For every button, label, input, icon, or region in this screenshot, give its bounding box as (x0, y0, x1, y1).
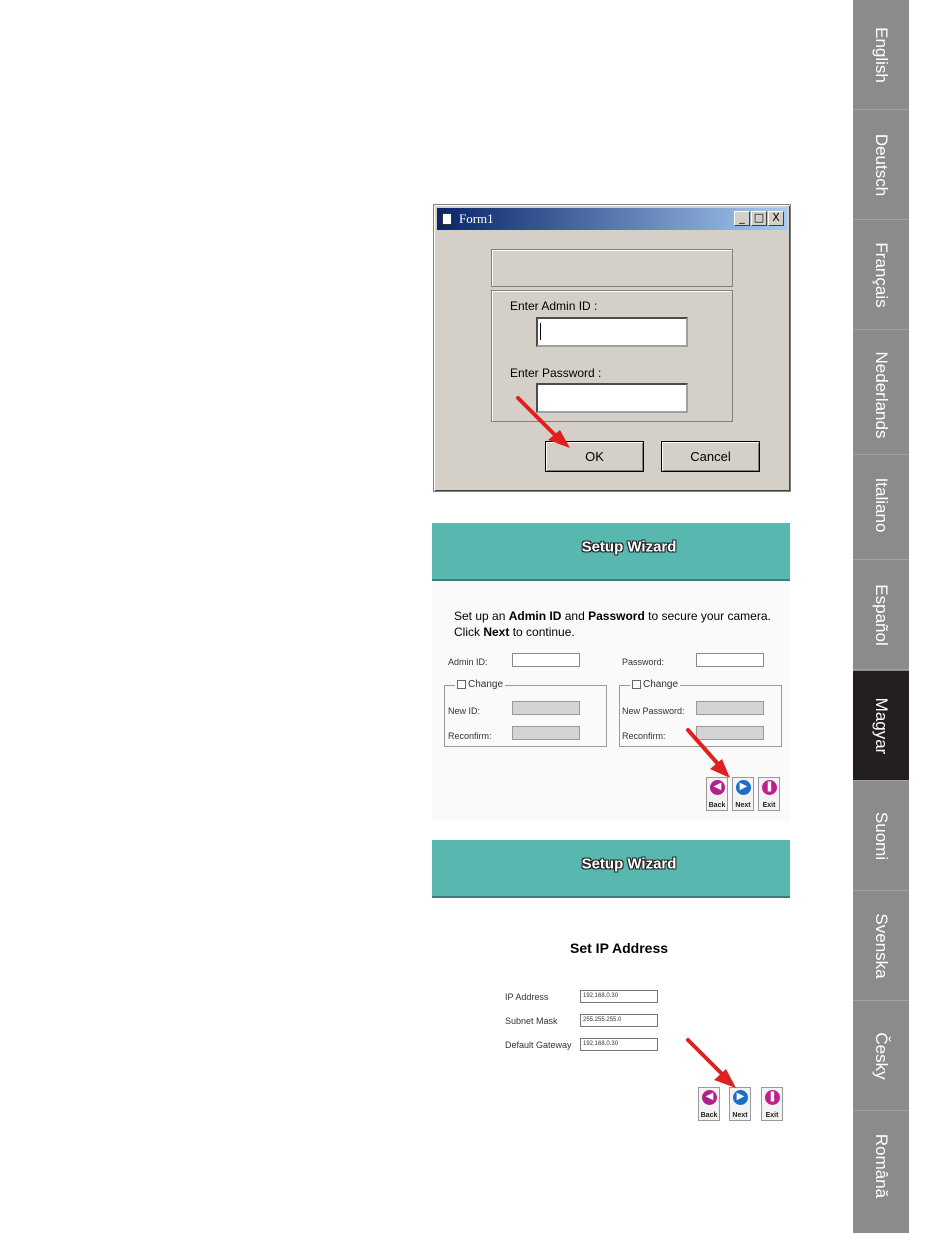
reconfirm-id-label: Reconfirm: (448, 731, 492, 741)
admin-id-label: Enter Admin ID : (510, 299, 598, 313)
checkbox-box[interactable] (457, 680, 466, 689)
next-button[interactable]: ▶ Next (729, 1087, 751, 1121)
default-gateway-input[interactable]: 192.168.0.30 (580, 1038, 658, 1051)
admin-id-input[interactable] (536, 317, 688, 347)
reconfirm-password-label: Reconfirm: (622, 731, 666, 741)
ip-section-title: Set IP Address (570, 940, 669, 956)
checkbox-box[interactable] (632, 680, 641, 689)
tab-label: Français (872, 242, 891, 308)
new-password-input[interactable] (696, 701, 764, 715)
setup-wizard-ip (432, 840, 790, 898)
back-button[interactable]: ◀ Back (706, 777, 728, 811)
wizard-title: Setup Wizard (581, 855, 677, 873)
ip-address-input[interactable]: 192.168.0.30 (580, 990, 658, 1003)
tab-cesky[interactable] (853, 1001, 909, 1111)
password-input[interactable] (696, 653, 764, 667)
tab-label: Română (872, 1133, 891, 1199)
cancel-button[interactable]: Cancel (661, 441, 760, 472)
subnet-mask-input[interactable]: 255.255.255.0 (580, 1014, 658, 1027)
title-bar[interactable] (437, 208, 787, 230)
default-gateway-label: Default Gateway (505, 1040, 572, 1050)
tab-label: Suomi (872, 811, 891, 861)
tab-label: Magyar (872, 697, 891, 755)
arrow-to-ok-icon (512, 394, 574, 452)
change-id-checkbox[interactable]: Change (455, 679, 505, 690)
app-icon (442, 213, 452, 225)
password-label: Enter Password : (510, 366, 602, 380)
arrow-to-next-icon (684, 726, 734, 780)
tab-magyar[interactable] (853, 671, 909, 781)
tab-label: Nederlands (872, 351, 891, 439)
wizard-header (432, 840, 790, 898)
tab-english[interactable] (853, 0, 909, 110)
change-password-checkbox[interactable]: Change (630, 679, 680, 690)
minimize-button[interactable]: _ (734, 211, 750, 226)
arrow-to-next-icon (684, 1036, 740, 1090)
wizard-body (432, 581, 790, 820)
tab-romana[interactable] (853, 1111, 909, 1233)
tab-label: Italiano (872, 477, 891, 533)
new-password-label: New Password: (622, 706, 685, 716)
tab-nederlands[interactable] (853, 340, 909, 455)
reconfirm-id-input[interactable] (512, 726, 580, 740)
wizard-title: Setup Wizard (581, 538, 677, 556)
tab-label: Español (872, 584, 891, 646)
tab-label: Deutsch (872, 133, 891, 197)
tab-espanol[interactable] (853, 560, 909, 670)
form1-dialog (433, 204, 791, 492)
language-tabs (853, 0, 909, 1233)
intro-text: Set up an Admin ID and Password to secure your camera. (454, 609, 771, 623)
window-title: Form1 (459, 211, 494, 226)
tab-suomi[interactable] (853, 781, 909, 891)
tab-francais[interactable] (853, 220, 909, 330)
ok-button[interactable]: OK (545, 441, 644, 472)
continue-text: Click Next to continue. (454, 625, 575, 639)
text-caret (540, 323, 541, 340)
password-label: Password: (622, 657, 665, 667)
setup-wizard-admin (432, 523, 790, 820)
tab-svenska[interactable] (853, 891, 909, 1001)
admin-id-label: Admin ID: (448, 657, 488, 667)
new-id-input[interactable] (512, 701, 580, 715)
tab-deutsch[interactable] (853, 110, 909, 220)
new-id-label: New ID: (448, 706, 481, 716)
subnet-mask-label: Subnet Mask (505, 1016, 558, 1026)
wizard-header (432, 523, 790, 581)
ip-address-label: IP Address (505, 992, 549, 1002)
tab-label: Česky (872, 1032, 891, 1080)
admin-id-input[interactable] (512, 653, 580, 667)
tab-label: English (872, 27, 891, 83)
tab-label: Svenska (872, 913, 891, 979)
exit-button[interactable]: ❚ Exit (761, 1087, 783, 1121)
back-button[interactable]: ◀ Back (698, 1087, 720, 1121)
close-button[interactable]: X (768, 211, 784, 226)
maximize-button[interactable]: □ (751, 211, 767, 226)
tab-italiano[interactable] (853, 450, 909, 560)
next-button[interactable]: ▶ Next (732, 777, 754, 811)
header-panel (491, 249, 733, 287)
exit-button[interactable]: ❚ Exit (758, 777, 780, 811)
